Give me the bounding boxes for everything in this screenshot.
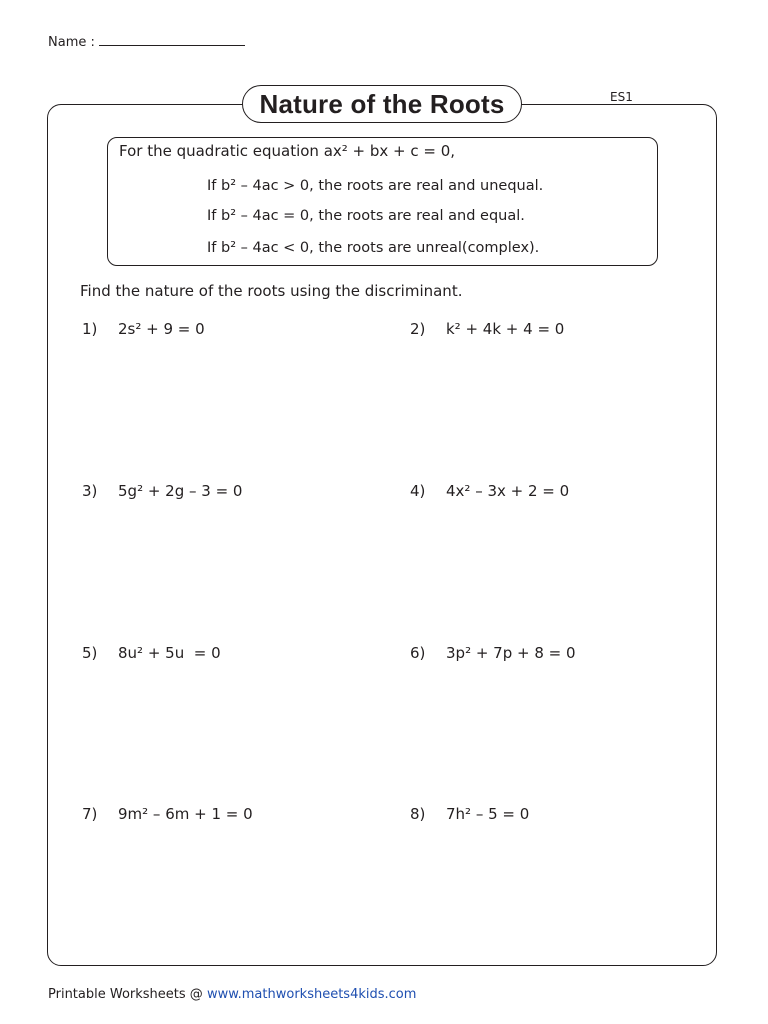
problem-equation: 5g² + 2g – 3 = 0 <box>118 482 243 500</box>
problem-equation: 3p² + 7p + 8 = 0 <box>446 644 576 662</box>
problem-number: 7) <box>82 805 98 823</box>
problem-number: 1) <box>82 320 98 338</box>
footer-prefix: Printable Worksheets @ <box>48 987 207 1002</box>
name-field <box>48 33 245 50</box>
worksheet-code: ES1 <box>610 90 633 104</box>
footer <box>48 987 416 1002</box>
rule-positive-discriminant: If b² – 4ac > 0, the roots are real and unequal. <box>207 178 544 194</box>
rule-zero-discriminant: If b² – 4ac = 0, the roots are real and equal. <box>207 208 525 224</box>
problem-number: 6) <box>410 644 426 662</box>
problem-equation: 2s² + 9 = 0 <box>118 320 205 338</box>
problem-equation: 8u² + 5u = 0 <box>118 644 221 662</box>
problem-equation: 4x² – 3x + 2 = 0 <box>446 482 570 500</box>
problem-number: 4) <box>410 482 426 500</box>
problem-equation: 7h² – 5 = 0 <box>446 805 530 823</box>
rule-negative-discriminant: If b² – 4ac < 0, the roots are unreal(complex). <box>207 240 540 256</box>
problem-equation: 9m² – 6m + 1 = 0 <box>118 805 253 823</box>
name-label: Name : <box>48 35 95 50</box>
problem-number: 2) <box>410 320 426 338</box>
instruction: Find the nature of the roots using the discriminant. <box>80 282 463 300</box>
name-blank-line[interactable] <box>99 33 245 46</box>
problem-number: 3) <box>82 482 98 500</box>
worksheet-title: Nature of the Roots <box>242 85 522 123</box>
problem-number: 5) <box>82 644 98 662</box>
rules-intro: For the quadratic equation ax² + bx + c = 0, <box>119 142 456 160</box>
problem-number: 8) <box>410 805 426 823</box>
footer-link[interactable]: www.mathworksheets4kids.com <box>206 987 417 1002</box>
problem-equation: k² + 4k + 4 = 0 <box>446 320 565 338</box>
